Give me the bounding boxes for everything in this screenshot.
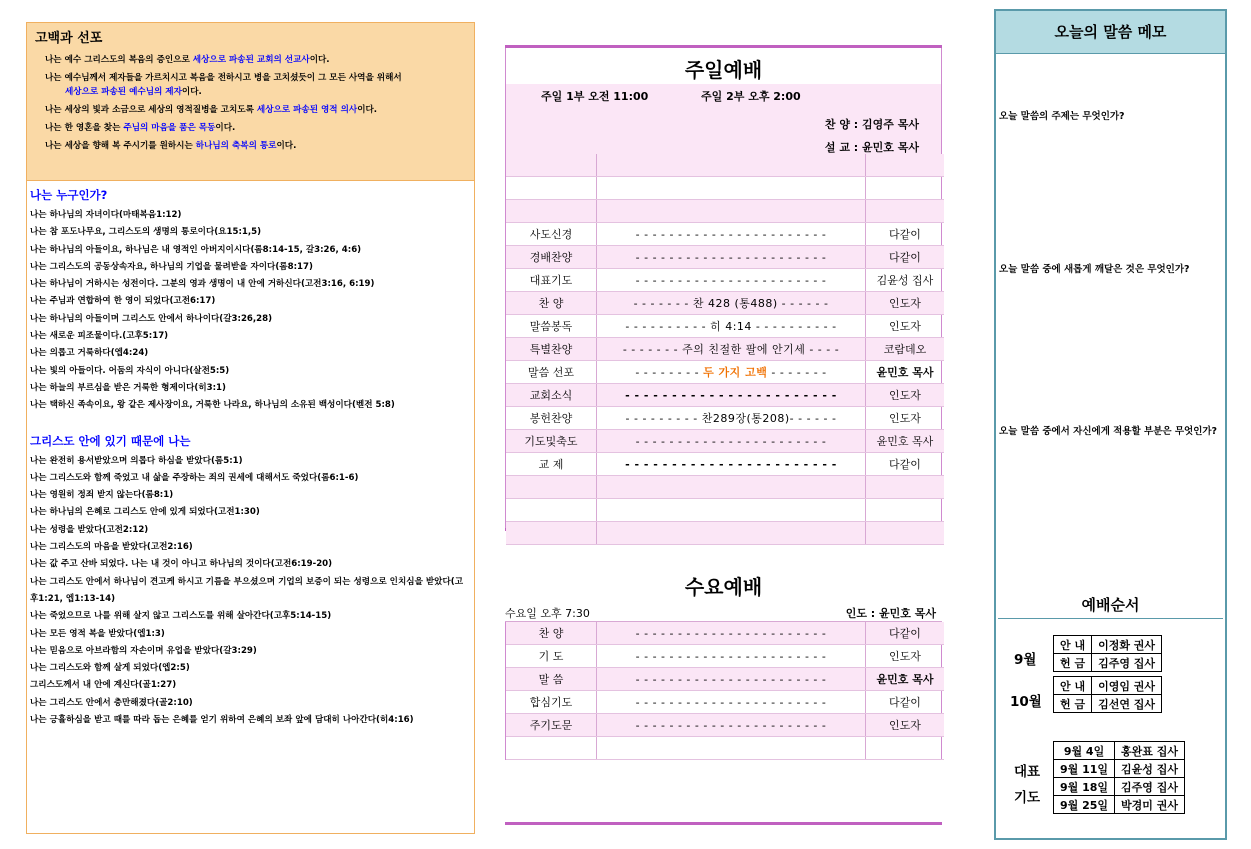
order-detail: - - - - - - - - - - - - - - - - - - - - - - - <box>597 691 866 714</box>
order-leader <box>866 200 945 223</box>
list-item: 나는 그리스도 안에서 하나님이 견고케 하시고 기름을 부으셨으며 기업의 보증이 되는 성령으로 인치심을 받았다(고후1:21, 엡1:13-14) <box>30 576 463 604</box>
table-row <box>506 499 944 522</box>
duty-role: 헌 금 <box>1054 695 1092 713</box>
order-leader <box>866 737 945 760</box>
order-leader: 김윤성 집사 <box>866 269 945 292</box>
order-item: 경배찬양 <box>506 246 597 269</box>
whoami-title: 나는 누구인가? <box>30 188 108 202</box>
confession-lines <box>35 54 466 152</box>
table-row <box>506 177 944 200</box>
wednesday-service <box>505 622 942 760</box>
list-item: 나는 죽었으므로 나를 위해 살지 않고 그리스도를 위해 살아간다(고후5:14-15) <box>30 611 332 622</box>
order-detail: - - - - - - - - - - - - - - - - - - - - - - - <box>597 223 866 246</box>
order-leader: 인도자 <box>866 292 945 315</box>
table-row <box>506 338 944 361</box>
memo-title: 오늘의 말씀 메모 <box>996 11 1225 54</box>
list-item: 그리스도께서 내 안에 계신다(골1:27) <box>30 680 177 691</box>
order-detail: - - - - - - - - - - - - - - - - - - - - - - - <box>597 622 866 645</box>
sunday-order-table <box>506 154 944 545</box>
memo-question-1: 오늘 말씀의 주제는 무엇인가? <box>999 111 1125 122</box>
table-row <box>506 292 944 315</box>
table-row <box>506 476 944 499</box>
list-item: 나는 주님과 연합하여 한 영이 되었다(고전6:17) <box>30 296 216 307</box>
memo-question-3: 오늘 말씀 중에서 자신에게 적용할 부분은 무엇인가? <box>999 426 1218 437</box>
order-leader <box>866 154 945 177</box>
order-leader <box>866 499 945 522</box>
list-item: 나는 완전히 용서받았으며 의롭다 하심을 받았다(롬5:1) <box>30 455 243 466</box>
duty-person: 김주영 집사 <box>1092 654 1162 672</box>
confession-box <box>27 23 474 181</box>
sep-label: 9월 <box>1014 652 1037 668</box>
list-item: 나는 모든 영적 복을 받았다(엡1:3) <box>30 628 165 639</box>
duty-role: 9월 25일 <box>1054 796 1115 814</box>
order-item: 기도및축도 <box>506 430 597 453</box>
order-item <box>506 522 597 545</box>
order-leader: 코람데오 <box>866 338 945 361</box>
prayer-duty-table <box>1053 741 1185 814</box>
order-detail: - - - - - - - 찬 428 (통488) - - - - - - <box>597 292 866 315</box>
duty-role: 안 내 <box>1054 636 1092 654</box>
list-item: 나는 하나님의 자녀이다(마태복음1:12) <box>30 210 182 220</box>
order-detail: - - - - - - - - - - - - - - - - - - - - - - - <box>597 430 866 453</box>
table-row <box>506 522 944 545</box>
confession-title: 고백과 선포 <box>35 31 103 46</box>
order-item: 말씀 선포 <box>506 361 597 384</box>
order-item <box>506 154 597 177</box>
order-leader: 다같이 <box>866 691 945 714</box>
order-item: 합심기도 <box>506 691 597 714</box>
duty-row <box>1054 677 1162 695</box>
wednesday-title: 수요예배 <box>684 575 763 599</box>
duty-row <box>1054 760 1185 778</box>
worship-order <box>505 45 942 825</box>
list-item: 나는 그리스도 안에서 충만해졌다(골2:10) <box>30 697 193 708</box>
praise-leader: 찬 양 : 김영주 목사 <box>824 118 919 131</box>
order-detail <box>597 177 866 200</box>
duty-row <box>1054 742 1185 760</box>
sunday-times <box>506 84 941 154</box>
sunday-service <box>505 48 942 528</box>
wednesday-header <box>505 603 942 622</box>
confession-line: 나는 세상을 향해 복 주시기를 원하시는 하나님의 축복의 통로이다. <box>45 141 297 151</box>
order-detail <box>597 476 866 499</box>
list-item: 나는 그리스도의 마음을 받았다(고전2:16) <box>30 542 193 553</box>
confession-line: 나는 세상의 빛과 소금으로 세상의 영적질병을 고치도록 세상으로 파송된 영적 의사이다. <box>45 105 378 115</box>
duty-title: 예배순서 <box>1081 596 1140 614</box>
order-leader: 인도자 <box>866 714 945 737</box>
duty-person: 김선연 집사 <box>1092 695 1162 713</box>
duty-person: 이영임 권사 <box>1092 677 1162 695</box>
duty-person: 박경미 권사 <box>1115 796 1185 814</box>
table-row <box>506 737 944 760</box>
wednesday-time: 수요일 오후 7:30 <box>505 607 590 620</box>
order-item <box>506 200 597 223</box>
order-detail <box>597 499 866 522</box>
order-item: 말 씀 <box>506 668 597 691</box>
order-leader <box>866 177 945 200</box>
list-item: 나는 그리스도와 함께 죽었고 내 삶을 주장하는 죄의 권세에 대해서도 죽었다(롬6:1-6) <box>30 472 359 483</box>
table-row <box>506 384 944 407</box>
order-item <box>506 737 597 760</box>
list-item: 나는 의롭고 거룩하다(엡4:24) <box>30 348 149 359</box>
sep-duty-table <box>1053 635 1162 672</box>
order-leader: 윤민호 목사 <box>866 430 945 453</box>
duty-role: 9월 4일 <box>1054 742 1115 760</box>
whoami-list <box>30 207 471 415</box>
duty-person: 김윤성 집사 <box>1115 760 1185 778</box>
inchrist-title: 그리스도 안에 있기 때문에 나는 <box>30 433 191 448</box>
order-item: 교회소식 <box>506 384 597 407</box>
order-leader <box>866 522 945 545</box>
duty-person: 홍완표 집사 <box>1115 742 1185 760</box>
service2-time: 주일 2부 오후 2:00 <box>701 90 801 103</box>
list-item: 나는 값 주고 산바 되었다. 나는 내 것이 아니고 하나님의 것이다(고전6:19-20) <box>30 559 333 570</box>
table-row <box>506 668 944 691</box>
order-item: 대표기도 <box>506 269 597 292</box>
duty-row <box>1054 778 1185 796</box>
memo-question-2: 오늘 말씀 중에 새롭게 깨달은 것은 무엇인가? <box>999 264 1190 275</box>
table-row <box>506 246 944 269</box>
wednesday-leader: 인도 : 윤민호 목사 <box>845 607 936 620</box>
list-item: 나는 영원히 정죄 받지 않는다(롬8:1) <box>30 490 174 501</box>
order-leader: 다같이 <box>866 453 945 476</box>
service1-time: 주일 1부 오전 11:00 <box>541 90 649 103</box>
order-leader: 인도자 <box>866 384 945 407</box>
order-detail <box>597 154 866 177</box>
table-row <box>506 361 944 384</box>
order-detail: - - - - - - - 주의 친절한 팔에 안기세 - - - - <box>597 338 866 361</box>
list-item: 나는 하늘의 부르심을 받은 거룩한 형제이다(히3:1) <box>30 382 226 393</box>
order-leader <box>866 476 945 499</box>
duty-row <box>1054 695 1162 713</box>
sermon-preacher: 설 교 : 윤민호 목사 <box>824 141 919 154</box>
order-detail <box>597 522 866 545</box>
order-detail <box>597 737 866 760</box>
order-detail: - - - - - - - - - - - - - - - - - - - - - - - <box>597 453 866 476</box>
duty-role: 9월 11일 <box>1054 760 1115 778</box>
order-item: 특별찬양 <box>506 338 597 361</box>
order-detail: - - - - - - - - - 찬289장(통208)- - - - - - <box>597 407 866 430</box>
list-item: 나는 빛의 아들이다. 어둠의 자식이 아니다(살전5:5) <box>30 365 230 376</box>
duty-person: 김주영 집사 <box>1115 778 1185 796</box>
table-row <box>506 645 944 668</box>
table-row <box>506 691 944 714</box>
table-row <box>506 407 944 430</box>
order-leader: 윤민호 목사 <box>866 668 945 691</box>
table-row <box>506 622 944 645</box>
inchrist-list <box>30 453 471 730</box>
table-row <box>506 223 944 246</box>
order-detail: - - - - - - - - - - - - - - - - - - - - - - - <box>597 384 866 407</box>
confession-line: 나는 한 영혼을 찾는 주님의 마음을 품은 목동이다. <box>45 123 236 133</box>
order-leader: 다같이 <box>866 622 945 645</box>
table-row <box>506 154 944 177</box>
table-row <box>506 269 944 292</box>
duty-row <box>1054 636 1162 654</box>
order-detail <box>597 200 866 223</box>
list-item: 나는 하나님의 아들이요, 하나님은 내 영적인 아버지이시다(롬8:14-15, 갈3:26, 4:6) <box>30 244 362 255</box>
order-item: 말씀봉독 <box>506 315 597 338</box>
order-leader: 다같이 <box>866 246 945 269</box>
confession-line: 나는 예수 그리스도의 복음의 증인으로 세상으로 파송된 교회의 선교사이다. <box>45 55 330 65</box>
order-leader: 윤민호 목사 <box>866 361 945 384</box>
order-detail: - - - - - - - - - - 히 4:14 - - - - - - - - - - <box>597 315 866 338</box>
duty-row <box>1054 796 1185 814</box>
confession-line: 세상으로 파송된 예수님의 제자이다. <box>65 87 202 97</box>
order-item: 주기도문 <box>506 714 597 737</box>
order-detail: - - - - - - - - - - - - - - - - - - - - - - - <box>597 269 866 292</box>
table-row <box>506 200 944 223</box>
sermon-title: 두 가지 고백 <box>703 366 768 379</box>
order-leader: 인도자 <box>866 407 945 430</box>
order-leader: 인도자 <box>866 315 945 338</box>
order-item: 교 제 <box>506 453 597 476</box>
sunday-title: 주일예배 <box>684 58 763 82</box>
duty-role: 9월 18일 <box>1054 778 1115 796</box>
order-item <box>506 499 597 522</box>
order-leader: 인도자 <box>866 645 945 668</box>
order-item: 사도신경 <box>506 223 597 246</box>
prayer-label-1: 대표 <box>1014 764 1041 780</box>
duty-person: 이정화 권사 <box>1092 636 1162 654</box>
order-detail: - - - - - - - - 두 가지 고백 - - - - - - - <box>597 361 866 384</box>
identity-section <box>27 181 474 729</box>
list-item: 나는 참 포도나무요, 그리스도의 생명의 통로이다(요15:1,5) <box>30 227 262 238</box>
list-item: 나는 새로운 피조물이다.(고후5:17) <box>30 331 169 342</box>
memo-panel <box>994 9 1227 840</box>
confession-panel <box>26 22 475 834</box>
duty-row <box>1054 654 1162 672</box>
order-item: 찬 양 <box>506 292 597 315</box>
table-row <box>506 430 944 453</box>
order-detail: - - - - - - - - - - - - - - - - - - - - - - - <box>597 714 866 737</box>
list-item: 나는 택하신 족속이요, 왕 같은 제사장이요, 거룩한 나라요, 하나님의 소유된 백성이다(벧전 5:8) <box>30 400 395 411</box>
list-item: 나는 하나님이 거하시는 성전이다. 그분의 영과 생명이 내 안에 거하신다(고전3:16, 6:19) <box>30 279 375 290</box>
table-row <box>506 453 944 476</box>
order-item <box>506 177 597 200</box>
list-item: 나는 그리스도의 공동상속자요, 하나님의 기업을 물려받을 자이다(롬8:17) <box>30 261 313 272</box>
prayer-label-2: 기도 <box>1014 790 1041 806</box>
bottom-rule <box>505 822 942 825</box>
order-item <box>506 476 597 499</box>
oct-label: 10월 <box>1010 694 1042 710</box>
order-detail: - - - - - - - - - - - - - - - - - - - - - - - <box>597 645 866 668</box>
order-item: 기 도 <box>506 645 597 668</box>
order-leader: 다같이 <box>866 223 945 246</box>
table-row <box>506 714 944 737</box>
wednesday-order-table <box>506 622 944 760</box>
oct-duty-table <box>1053 676 1162 713</box>
order-detail: - - - - - - - - - - - - - - - - - - - - - - - <box>597 668 866 691</box>
duty-role: 헌 금 <box>1054 654 1092 672</box>
order-detail: - - - - - - - - - - - - - - - - - - - - - - - <box>597 246 866 269</box>
table-row <box>506 315 944 338</box>
list-item: 나는 긍휼하심을 받고 때를 따라 돕는 은혜를 얻기 위하여 은혜의 보좌 앞에 담대히 나아간다(히4:16) <box>30 715 414 726</box>
list-item: 나는 성령을 받았다(고전2:12) <box>30 524 149 535</box>
order-item: 봉헌찬양 <box>506 407 597 430</box>
list-item: 나는 하나님의 은혜로 그리스도 안에 있게 되었다(고전1:30) <box>30 507 260 518</box>
duty-role: 안 내 <box>1054 677 1092 695</box>
list-item: 나는 믿음으로 아브라함의 자손이며 유업을 받았다(갈3:29) <box>30 645 257 656</box>
list-item: 나는 그리스도와 함께 살게 되었다(엡2:5) <box>30 663 190 674</box>
order-item: 찬 양 <box>506 622 597 645</box>
confession-line: 나는 예수님께서 제자들을 가르치시고 복음을 전하시고 병을 고치셨듯이 그 모든 사역을 위해서 <box>45 73 402 83</box>
list-item: 나는 하나님의 아들이며 그리스도 안에서 하나이다(갈3:26,28) <box>30 313 273 324</box>
